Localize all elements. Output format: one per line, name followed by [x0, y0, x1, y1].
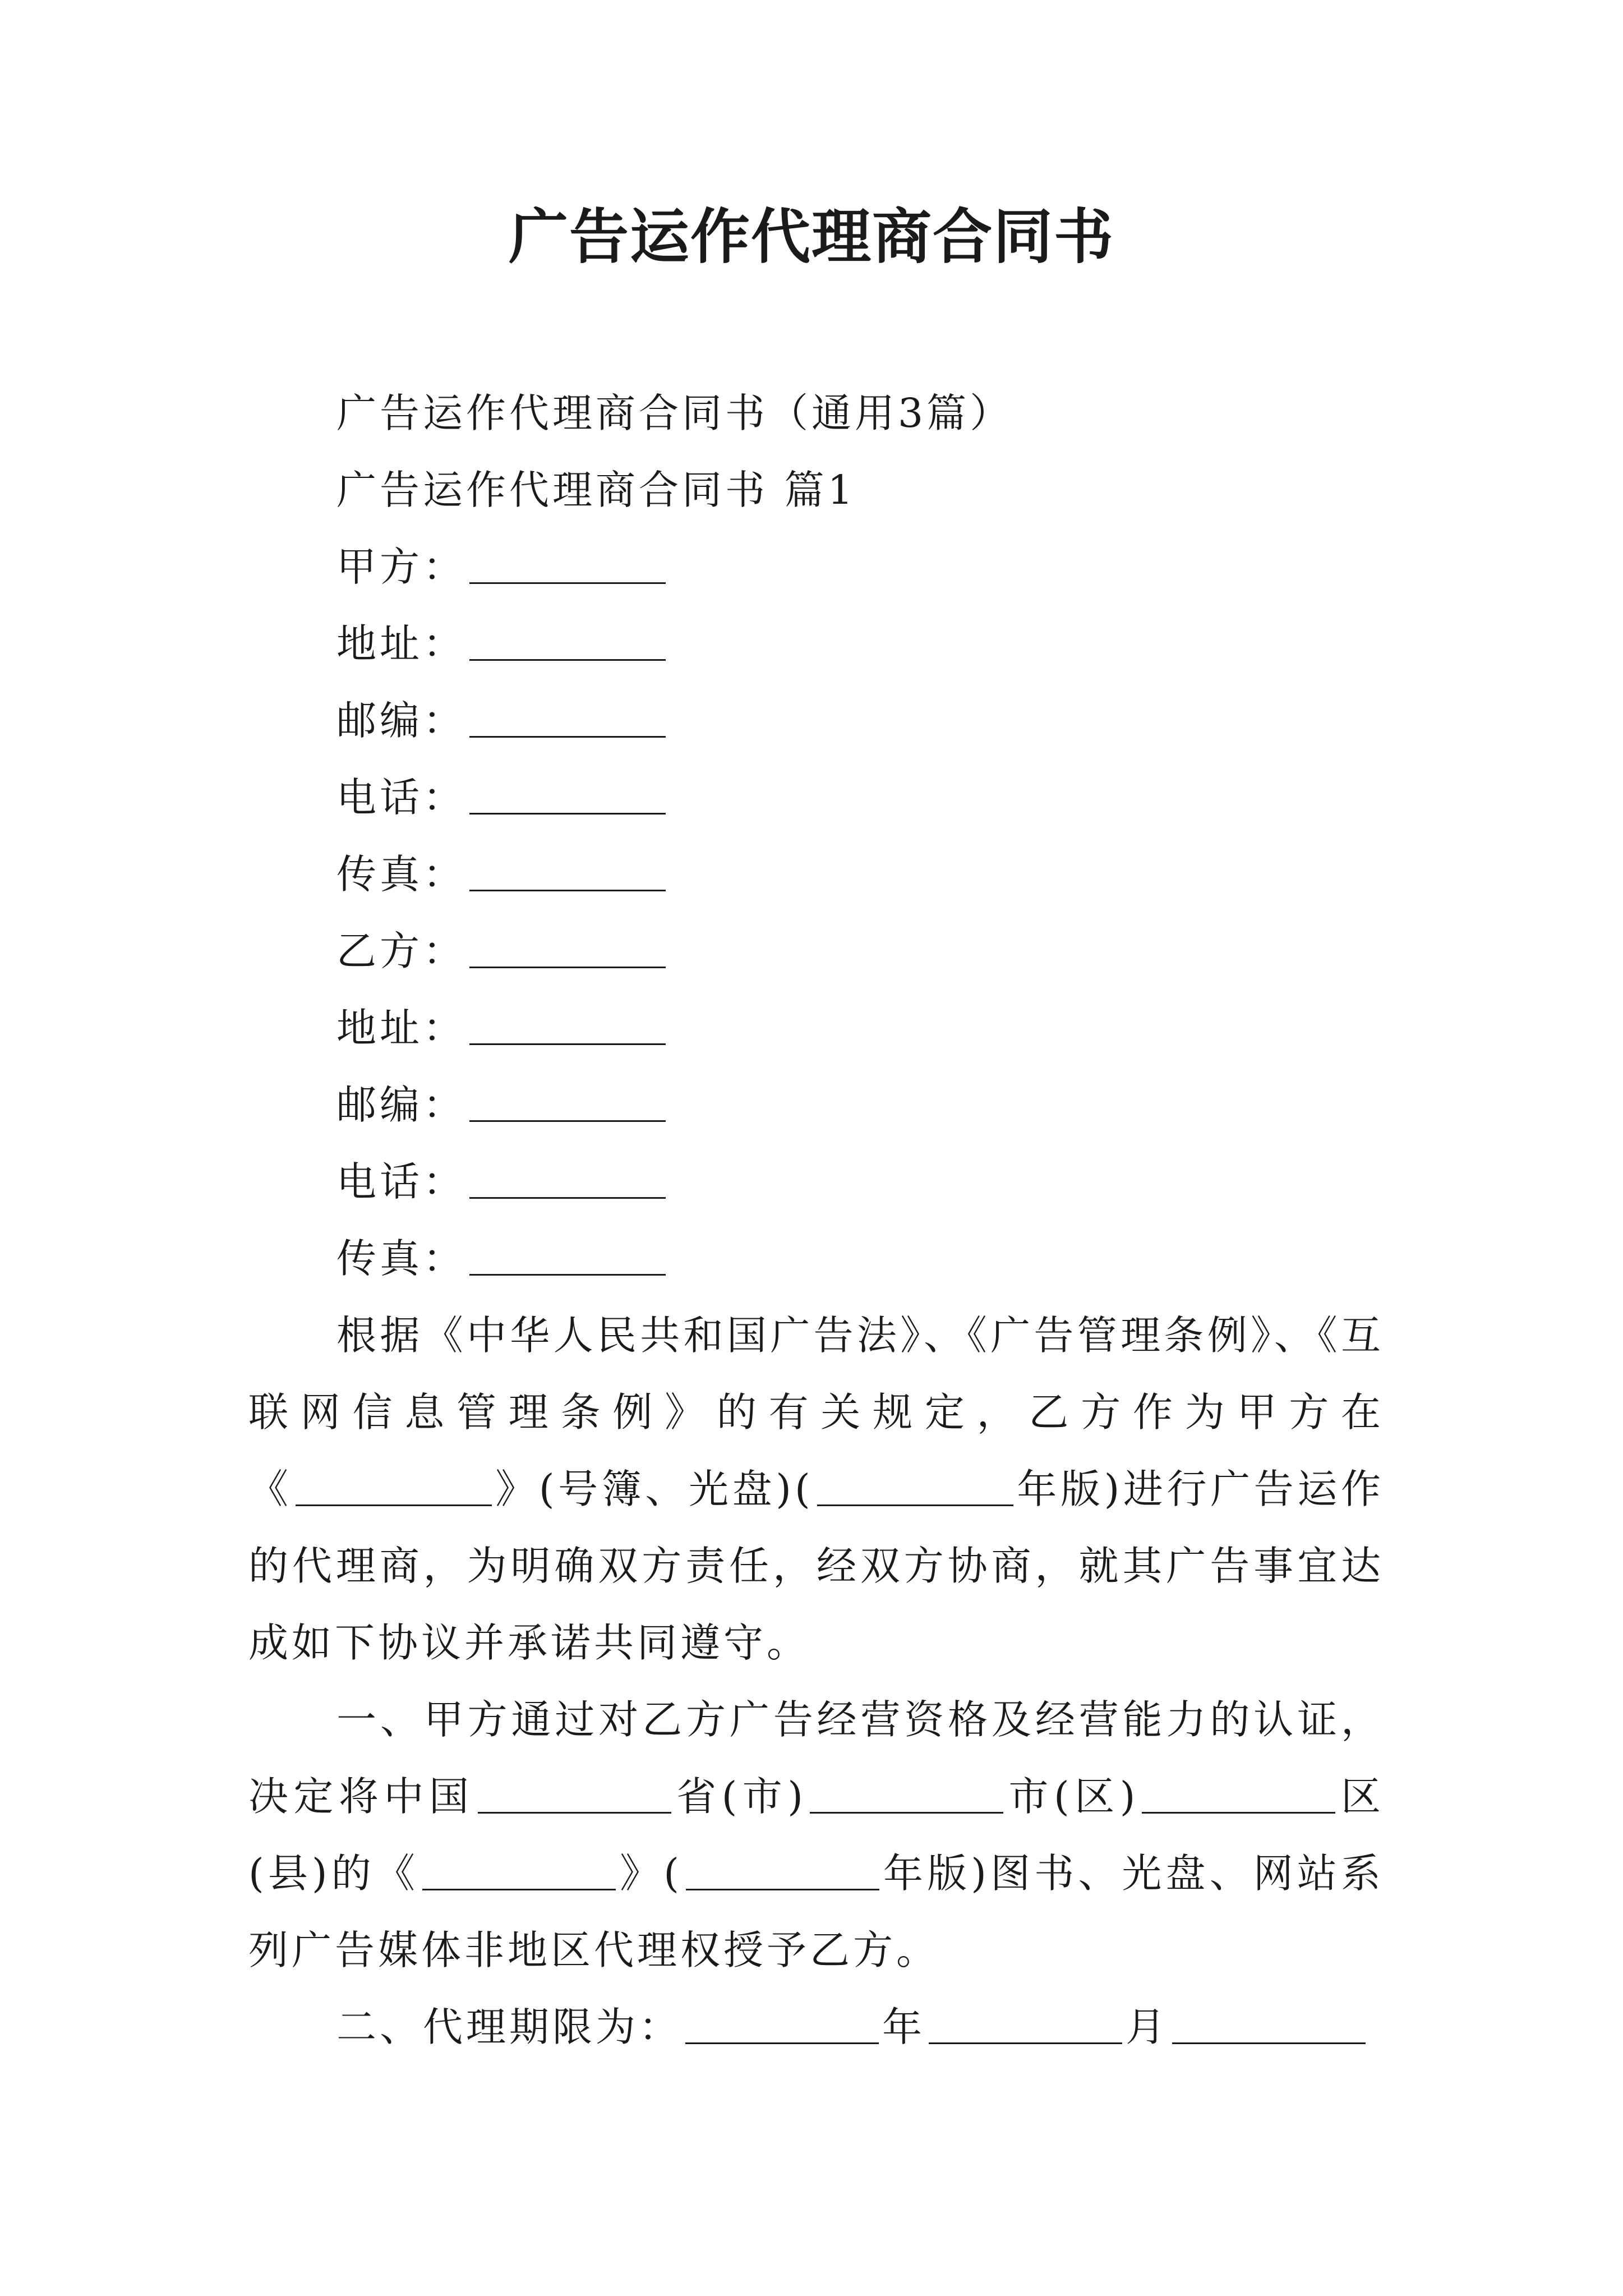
party-a-address-label: 地址：	[336, 620, 467, 667]
party-a-phone-label: 电话：	[336, 774, 467, 821]
preamble-line-3	[248, 1464, 1384, 1515]
party-a-address-line	[336, 619, 1402, 669]
preamble-line-1: 根据《中华人民共和国广告法》、《广告管理条例》、《互	[336, 1312, 1384, 1359]
party-a-postcode-label: 邮编：	[336, 697, 467, 744]
preamble-line-5: 成如下协议并承诺共同遵守。	[248, 1619, 810, 1666]
province-blank[interactable]	[478, 1772, 671, 1814]
preamble-l3-open: 《	[248, 1466, 292, 1512]
party-b-phone-line	[336, 1157, 1402, 1207]
part-heading: 广告运作代理商合同书 篇1	[336, 467, 856, 513]
party-a-name-line	[336, 542, 1402, 592]
term-year-blank[interactable]	[685, 2002, 879, 2044]
party-a-phone-line	[336, 772, 1402, 823]
clause-1-l3-b: 》(	[619, 1850, 683, 1897]
party-b-address-blank[interactable]	[469, 1003, 666, 1045]
term-month-blank[interactable]	[929, 2002, 1122, 2044]
preamble-l3-mid: 》(号簿、光盘)(	[495, 1466, 814, 1512]
publication-name-blank[interactable]	[296, 1464, 492, 1506]
party-b-name-label: 乙方：	[336, 928, 467, 974]
party-b-postcode-label: 邮编：	[336, 1082, 467, 1128]
party-b-postcode-line	[336, 1080, 1402, 1130]
party-b-fax-label: 传真：	[336, 1235, 467, 1282]
clause-1-line-4: 列广告媒体非地区代理权授予乙方。	[248, 1927, 940, 1973]
clause-1-line-1: 一、甲方通过对乙方广告经营资格及经营能力的认证，	[336, 1696, 1384, 1743]
party-a-name-blank[interactable]	[469, 542, 666, 584]
preamble-l3-end: 年版)进行广告运作	[1016, 1466, 1384, 1512]
clause-1-line-2	[248, 1772, 1384, 1822]
district-blank[interactable]	[1142, 1772, 1335, 1814]
party-b-phone-label: 电话：	[336, 1158, 467, 1205]
preamble-line-4: 的代理商，为明确双方责任，经双方协商，就其广告事宜达	[248, 1543, 1384, 1589]
term-day-blank[interactable]	[1172, 2002, 1366, 2044]
party-a-postcode-line	[336, 696, 1402, 746]
party-b-address-label: 地址：	[336, 1005, 467, 1051]
party-a-postcode-blank[interactable]	[469, 696, 666, 738]
clause-1-l2-b: 省(市)	[674, 1773, 807, 1820]
party-b-name-blank[interactable]	[469, 926, 666, 968]
clause-1-l2-c: 市(区)	[1007, 1773, 1139, 1820]
clause-2-line-1	[336, 2002, 1402, 2053]
subtitle: 广告运作代理商合同书（通用3篇）	[336, 390, 1013, 436]
party-a-name-label: 甲方：	[336, 544, 467, 590]
party-b-name-line	[336, 926, 1402, 977]
party-a-address-blank[interactable]	[469, 619, 666, 661]
party-a-fax-line	[336, 849, 1402, 900]
edition-year-blank[interactable]	[817, 1464, 1013, 1506]
clause-1-l3-a: (县)的《	[248, 1850, 419, 1897]
document-title: 广告运作代理商合同书	[509, 201, 1114, 272]
party-b-fax-line	[336, 1234, 1402, 1284]
clause-1-l2-d: 区	[1339, 1773, 1384, 1820]
party-a-fax-label: 传真：	[336, 851, 467, 898]
city-blank[interactable]	[810, 1772, 1003, 1814]
clause-2-l1-b: 年	[882, 2004, 926, 2050]
party-a-fax-blank[interactable]	[469, 849, 666, 891]
party-a-phone-blank[interactable]	[469, 772, 666, 815]
media-name-blank[interactable]	[422, 1848, 616, 1890]
party-b-fax-blank[interactable]	[469, 1234, 666, 1276]
party-b-postcode-blank[interactable]	[469, 1080, 666, 1122]
clause-1-line-3	[248, 1848, 1384, 1899]
party-b-address-line	[336, 1003, 1402, 1053]
preamble-line-2: 联网信息管理条例》的有关规定，乙方作为甲方在	[248, 1389, 1384, 1435]
clause-1-l3-c: 年版)图书、光盘、网站系	[882, 1850, 1385, 1897]
clause-1-l2-a: 决定将中国	[248, 1773, 474, 1820]
media-year-blank[interactable]	[686, 1848, 879, 1890]
clause-2-l1-a: 二、代理期限为：	[336, 2004, 683, 2050]
clause-2-l1-c: 月	[1126, 2004, 1169, 2050]
party-b-phone-blank[interactable]	[469, 1157, 666, 1199]
